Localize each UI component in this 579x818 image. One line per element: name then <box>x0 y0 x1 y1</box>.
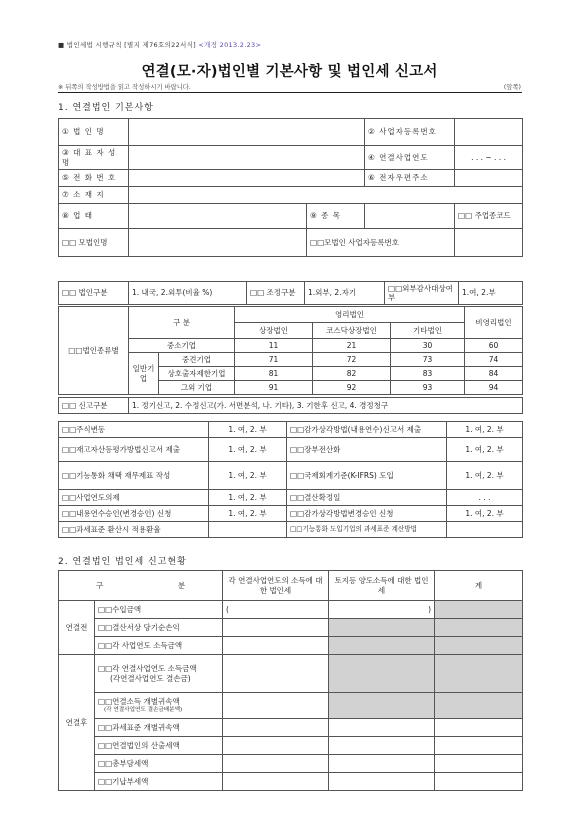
other-header: 기타법인 <box>391 323 465 339</box>
filing-row-label: □□기납부세액 <box>95 773 223 791</box>
email-field[interactable] <box>455 170 523 187</box>
form-header <box>58 40 261 49</box>
kind-code[interactable]: 71 <box>235 353 313 367</box>
consolidated-year-label: ④ 연결사업연도 <box>365 146 455 170</box>
section2-gubun-header <box>59 571 223 601</box>
gray-cell <box>435 637 523 655</box>
net-income-field[interactable] <box>223 619 329 637</box>
flag-yes-no[interactable]: 1. 여, 2. 부 <box>209 490 287 506</box>
gray-cell <box>329 619 435 637</box>
gray-cell <box>329 637 435 655</box>
section-heading-basic: 1. 연결법인 기본사항 <box>58 103 154 113</box>
kind-code[interactable]: 73 <box>391 353 465 367</box>
category-label: ⑨ 종 목 <box>307 204 365 229</box>
corp-kind-gubun: 구 분 <box>129 307 235 339</box>
kind-code[interactable]: 11 <box>235 339 313 353</box>
revenue-land-field[interactable] <box>329 601 435 619</box>
consolidated-income-field[interactable] <box>223 655 329 693</box>
tax-base-field[interactable] <box>223 719 329 737</box>
corp-name-label: ① 법 인 명 <box>59 119 129 146</box>
flag-yes-no[interactable]: 1. 여, 2. 부 <box>209 462 287 490</box>
corp-type-table <box>58 281 523 305</box>
filing-type-table <box>58 397 523 414</box>
calculated-tax-field[interactable] <box>223 737 329 755</box>
flag-yes-no[interactable]: 1. 여, 2. 부 <box>209 438 287 462</box>
flag-label: □□감가상각방법변경승인 신청 <box>287 506 447 522</box>
consolidated-year-field[interactable]: . . . ~ . . . <box>455 146 523 170</box>
phone-label: ⑤ 전 화 번 호 <box>59 170 129 187</box>
gray-cell <box>435 655 523 693</box>
exchange-rate-field[interactable] <box>209 522 287 538</box>
kind-code[interactable]: 30 <box>391 339 465 353</box>
kind-row-name: 상호출자제한기업 <box>159 367 235 381</box>
representative-label: ③ 대 표 자 성 명 <box>59 146 129 170</box>
representative-field[interactable] <box>129 146 365 170</box>
filing-row-label <box>95 655 223 693</box>
flag-yes-no[interactable]: 1. 여, 2. 부 <box>447 422 523 438</box>
basic-info-table <box>58 118 523 257</box>
before-consolidation-label: 연결전 <box>59 601 95 655</box>
kosdaq-header: 코스닥상장법인 <box>313 323 391 339</box>
filing-row-label: □□결산서상 당기순손익 <box>95 619 223 637</box>
tax-base-method-field[interactable] <box>447 522 523 538</box>
kind-code[interactable]: 81 <box>235 367 313 381</box>
profit-header: 영리법인 <box>235 307 465 323</box>
form-header-text: ■ 법인세법 시행규칙 [별지 제76호의22서식] <box>58 41 197 49</box>
flag-label: □□재고자산등평가방법신고서 제출 <box>59 438 209 462</box>
filing-row-sub: (각 연결사업연도 결손금배분액) <box>104 706 183 713</box>
revenue-income-field[interactable] <box>223 601 329 619</box>
kind-code[interactable]: 94 <box>465 381 523 395</box>
flag-label: □□주식변동 <box>59 422 209 438</box>
paren-open: ( <box>226 604 229 614</box>
tax-base-total-field[interactable] <box>435 719 523 737</box>
address-field[interactable] <box>129 187 523 204</box>
income-tax-header: 각 연결사업연도의 소득에 대한 법인세 <box>223 571 329 601</box>
after-consolidation-label: 연결후 <box>59 655 95 791</box>
phone-field[interactable] <box>129 170 365 187</box>
gray-cell <box>329 655 435 693</box>
filing-row-label: □□연결법인의 산출세액 <box>95 737 223 755</box>
general-company-label: 일반기업 <box>129 353 159 395</box>
filing-status-table <box>58 570 523 791</box>
filing-row-main: □□연결소득 개별귀속액 <box>98 697 180 707</box>
revision-note: <개정 2013.2.23> <box>198 41 262 49</box>
kind-code[interactable]: 60 <box>465 339 523 353</box>
individual-attribution-field[interactable] <box>223 693 329 719</box>
kind-code[interactable]: 84 <box>465 367 523 381</box>
corp-kind-label: □□법인종류별 <box>59 307 129 395</box>
flag-yes-no[interactable]: 1. 여, 2. 부 <box>447 506 523 522</box>
section-heading-filing: 2. 연결법인 법인세 신고현황 <box>58 557 187 567</box>
flag-label: □□국제회계기준(K-IFRS) 도입 <box>287 462 447 490</box>
business-type-label: ⑧ 업 태 <box>59 204 129 229</box>
kind-row-name: 중견기업 <box>159 353 235 367</box>
category-field[interactable] <box>365 204 455 229</box>
settlement-date-field[interactable]: . . . <box>447 490 523 506</box>
flag-label: □□사업연도의제 <box>59 490 209 506</box>
flag-label: □□장부전산화 <box>287 438 447 462</box>
corp-type-label: □□ 법인구분 <box>59 282 129 305</box>
prepaid-tax-field[interactable] <box>223 773 329 791</box>
section2-gubun-2: 분 <box>177 580 186 590</box>
total-header: 계 <box>435 571 523 601</box>
kind-code[interactable]: 93 <box>391 381 465 395</box>
total-burden-land-field[interactable] <box>329 755 435 773</box>
flag-label: □□과세표준 환산시 적용환율 <box>59 522 209 538</box>
flag-label: □□기능통화 도입기업의 과세표준 계산방법 <box>287 522 447 538</box>
adjustment-options[interactable]: 1.외부, 2.자기 <box>305 282 385 305</box>
business-type-field[interactable] <box>129 204 307 229</box>
flag-yes-no[interactable]: 1. 여, 2. 부 <box>209 422 287 438</box>
filing-type-label: □□ 신고구분 <box>59 398 129 414</box>
flag-yes-no[interactable]: 1. 여, 2. 부 <box>209 506 287 522</box>
biz-income-field[interactable] <box>223 637 329 655</box>
listed-header: 상장법인 <box>235 323 313 339</box>
kind-row-name: 중소기업 <box>129 339 235 353</box>
flag-label: □□감가상각방법(내용연수)신고서 제출 <box>287 422 447 438</box>
audit-options[interactable]: 1.여, 2.부 <box>459 282 523 305</box>
kind-code[interactable]: 92 <box>313 381 391 395</box>
filing-row-label: □□각 사업연도 소득금액 <box>95 637 223 655</box>
filing-row-sub: (각연결사업연도 결손금) <box>110 673 191 683</box>
parent-name-label: □□ 모법인명 <box>59 229 129 257</box>
corp-type-options[interactable]: 1. 내국, 2.외투(비율 %) <box>129 282 247 305</box>
page-title: 연결(모·자)법인별 기본사항 및 법인세 신고서 <box>141 64 438 80</box>
section2-gubun-1: 구 <box>95 580 104 590</box>
paren-close: ) <box>428 604 431 614</box>
kind-code[interactable]: 91 <box>235 381 313 395</box>
kind-code[interactable]: 83 <box>391 367 465 381</box>
corp-kind-table <box>58 306 523 395</box>
gray-cell <box>435 601 523 619</box>
kind-code[interactable]: 74 <box>465 353 523 367</box>
page-side-note: (앞쪽) <box>503 84 521 91</box>
biz-reg-no-label: ② 사업자등록번호 <box>365 119 455 146</box>
calculated-tax-land-field[interactable] <box>329 737 435 755</box>
filing-row-label: □□총부담세액 <box>95 755 223 773</box>
flag-yes-no[interactable]: 1. 여, 2. 부 <box>447 462 523 490</box>
corp-name-field[interactable] <box>129 119 365 146</box>
flag-label: □□결산확정일 <box>287 490 447 506</box>
flag-label: □□기능통화 채택 재무제표 작성 <box>59 462 209 490</box>
filing-row-label: □□과세표준 개별귀속액 <box>95 719 223 737</box>
prepaid-tax-land-field[interactable] <box>329 773 435 791</box>
filing-row-main: □□각 연결사업연도 소득금액 <box>98 664 197 674</box>
biz-reg-no-field[interactable] <box>455 119 523 146</box>
kind-row-name: 그외 기업 <box>159 381 235 395</box>
gray-cell <box>435 693 523 719</box>
adjustment-label: □□ 조정구분 <box>247 282 305 305</box>
nonprofit-header: 비영리법인 <box>465 307 523 339</box>
filing-type-options[interactable]: 1. 정기신고, 2. 수정신고(가. 서면분석, 나. 기타), 3. 기한후 신고, 4. 경정청구 <box>129 398 523 414</box>
gray-cell <box>435 619 523 637</box>
parent-reg-no-field[interactable] <box>455 229 523 257</box>
filing-row-label: □□수입금액 <box>95 601 223 619</box>
land-tax-header: 토지등 양도소득에 대한 법인세 <box>329 571 435 601</box>
calculated-tax-total-field[interactable] <box>435 737 523 755</box>
tax-base-land-field[interactable] <box>329 719 435 737</box>
email-label: ⑥ 전자우편주소 <box>365 170 455 187</box>
filing-row-label <box>95 693 223 719</box>
kind-code[interactable]: 72 <box>313 353 391 367</box>
gray-cell <box>329 693 435 719</box>
audit-label: □□외부감사대상여부 <box>385 282 459 305</box>
instruction-note: ※ 뒤쪽의 작성방법을 읽고 작성하시기 바랍니다. <box>58 84 191 91</box>
kind-code[interactable]: 21 <box>313 339 391 353</box>
parent-name-field[interactable] <box>129 229 307 257</box>
total-burden-field[interactable] <box>223 755 329 773</box>
kind-code[interactable]: 82 <box>313 367 391 381</box>
total-burden-total-field[interactable] <box>435 755 523 773</box>
address-label: ⑦ 소 재 지 <box>59 187 129 204</box>
prepaid-tax-total-field[interactable] <box>435 773 523 791</box>
parent-reg-no-label: □□모법인 사업자등록번호 <box>307 229 455 257</box>
main-code-label: □□ 주업종코드 <box>455 204 523 229</box>
flags-table <box>58 421 523 538</box>
divider <box>58 92 522 93</box>
flag-label: □□내용연수승인(변경승인) 신청 <box>59 506 209 522</box>
flag-yes-no[interactable]: 1. 여, 2. 부 <box>447 438 523 462</box>
